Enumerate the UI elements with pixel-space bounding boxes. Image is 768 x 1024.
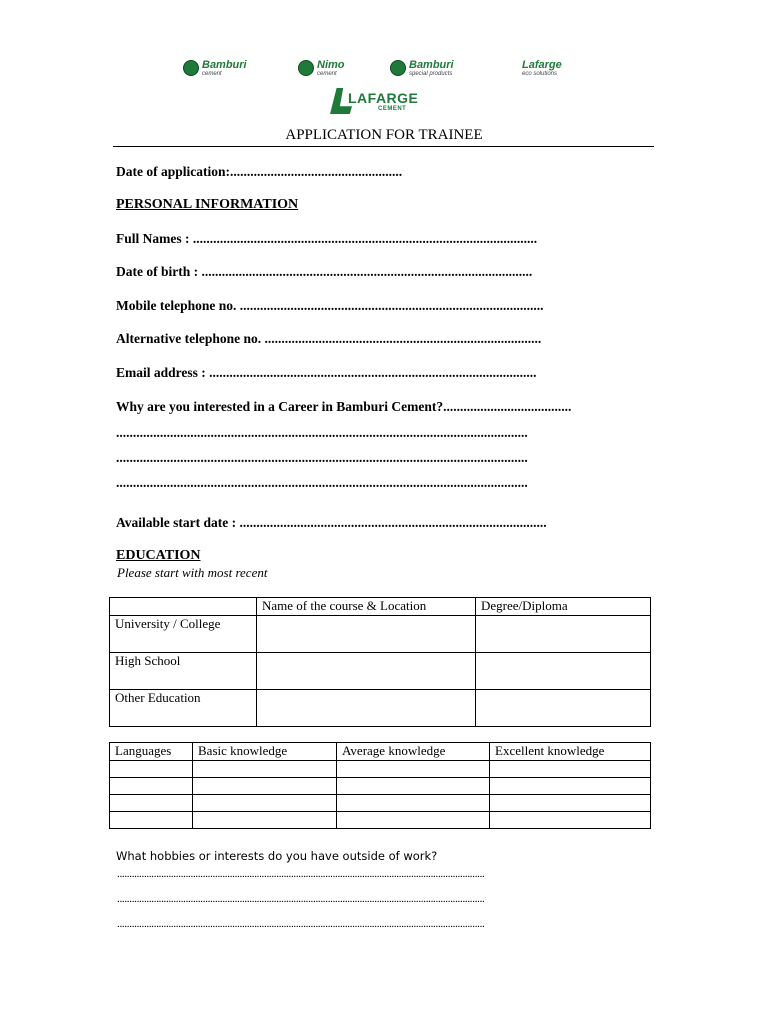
table-cell[interactable]: [337, 812, 490, 829]
table-cell[interactable]: [257, 616, 476, 653]
table-cell[interactable]: [490, 778, 651, 795]
table-header: Degree/Diploma: [476, 598, 651, 616]
table-cell[interactable]: [110, 761, 193, 778]
table-row-label: University / College: [110, 616, 257, 653]
logo-sub: CEMENT: [378, 106, 407, 112]
lafarge-eco-logo: [522, 58, 562, 78]
table-header: Basic knowledge: [193, 743, 337, 761]
table-cell[interactable]: [110, 778, 193, 795]
table-header: Name of the course & Location: [257, 598, 476, 616]
full-names-field[interactable]: Full Names : ......................................................................................................: [116, 231, 538, 246]
title-rule: [113, 146, 654, 147]
table-cell[interactable]: [193, 761, 337, 778]
logo-name: Lafarge: [522, 58, 562, 71]
table-cell[interactable]: [476, 690, 651, 727]
table-cell[interactable]: [193, 812, 337, 829]
date-of-birth-field[interactable]: Date of birth : ..................................................................................................: [116, 264, 533, 279]
career-interest-line[interactable]: ..........................................................................................................................: [116, 425, 528, 440]
languages-table: [109, 742, 651, 829]
form-title: APPLICATION FOR TRAINEE: [285, 127, 483, 143]
table-header: Average knowledge: [337, 743, 490, 761]
table-cell[interactable]: [337, 778, 490, 795]
table-cell[interactable]: [490, 761, 651, 778]
table-cell[interactable]: [337, 761, 490, 778]
lafarge-cement-logo: [330, 88, 442, 114]
logo-sub: cement: [317, 70, 337, 77]
logo-sub: cement: [202, 70, 222, 77]
table-cell[interactable]: [110, 795, 193, 812]
hobbies-question: What hobbies or interests do you have outside of work?: [116, 849, 438, 863]
hobbies-line[interactable]: ......................................................................................................................................................: [117, 918, 485, 930]
career-interest-question[interactable]: Why are you interested in a Career in Bamburi Cement?......................................: [116, 399, 572, 414]
logo-name: Bamburi: [409, 58, 454, 71]
available-start-date-field[interactable]: Available start date : ...........................................................................................: [116, 515, 547, 530]
education-note: Please start with most recent: [117, 565, 268, 580]
table-header: Languages: [110, 743, 193, 761]
email-field[interactable]: Email address : .................................................................................................: [116, 365, 537, 380]
partner-logos: [0, 58, 768, 82]
table-cell[interactable]: [337, 795, 490, 812]
table-cell[interactable]: [257, 653, 476, 690]
table-cell[interactable]: [490, 795, 651, 812]
table-header: [110, 598, 257, 616]
table-cell[interactable]: [110, 812, 193, 829]
table-row-label: High School: [110, 653, 257, 690]
table-row-label: Other Education: [110, 690, 257, 727]
logo-name: Nimo: [317, 58, 345, 71]
alternative-telephone-field[interactable]: Alternative telephone no. ..................................................................................: [116, 331, 542, 346]
nimo-cement-logo: [298, 58, 345, 78]
bamburi-cement-logo: [183, 58, 247, 78]
date-of-application-field[interactable]: Date of application:...................................................: [116, 164, 403, 179]
education-heading: EDUCATION: [116, 548, 201, 563]
career-interest-line[interactable]: ..........................................................................................................................: [116, 450, 528, 465]
education-table: [109, 597, 651, 727]
table-cell[interactable]: [193, 778, 337, 795]
logo-sub: special products: [409, 70, 453, 77]
logo-word: LAFARGE: [348, 90, 419, 106]
logo-name: Bamburi: [202, 58, 247, 71]
table-cell[interactable]: [490, 812, 651, 829]
mobile-telephone-field[interactable]: Mobile telephone no. ..........................................................................................: [116, 298, 544, 313]
table-cell[interactable]: [476, 616, 651, 653]
table-cell[interactable]: [193, 795, 337, 812]
hobbies-line[interactable]: ......................................................................................................................................................: [117, 893, 485, 905]
career-interest-line[interactable]: ..........................................................................................................................: [116, 475, 528, 490]
bamburi-special-products-logo: [390, 58, 454, 78]
personal-information-heading: PERSONAL INFORMATION: [116, 197, 299, 212]
table-cell[interactable]: [257, 690, 476, 727]
hobbies-line[interactable]: ......................................................................................................................................................: [117, 868, 485, 880]
table-cell[interactable]: [476, 653, 651, 690]
table-header: Excellent knowledge: [490, 743, 651, 761]
logo-sub: eco solutions: [522, 70, 558, 77]
